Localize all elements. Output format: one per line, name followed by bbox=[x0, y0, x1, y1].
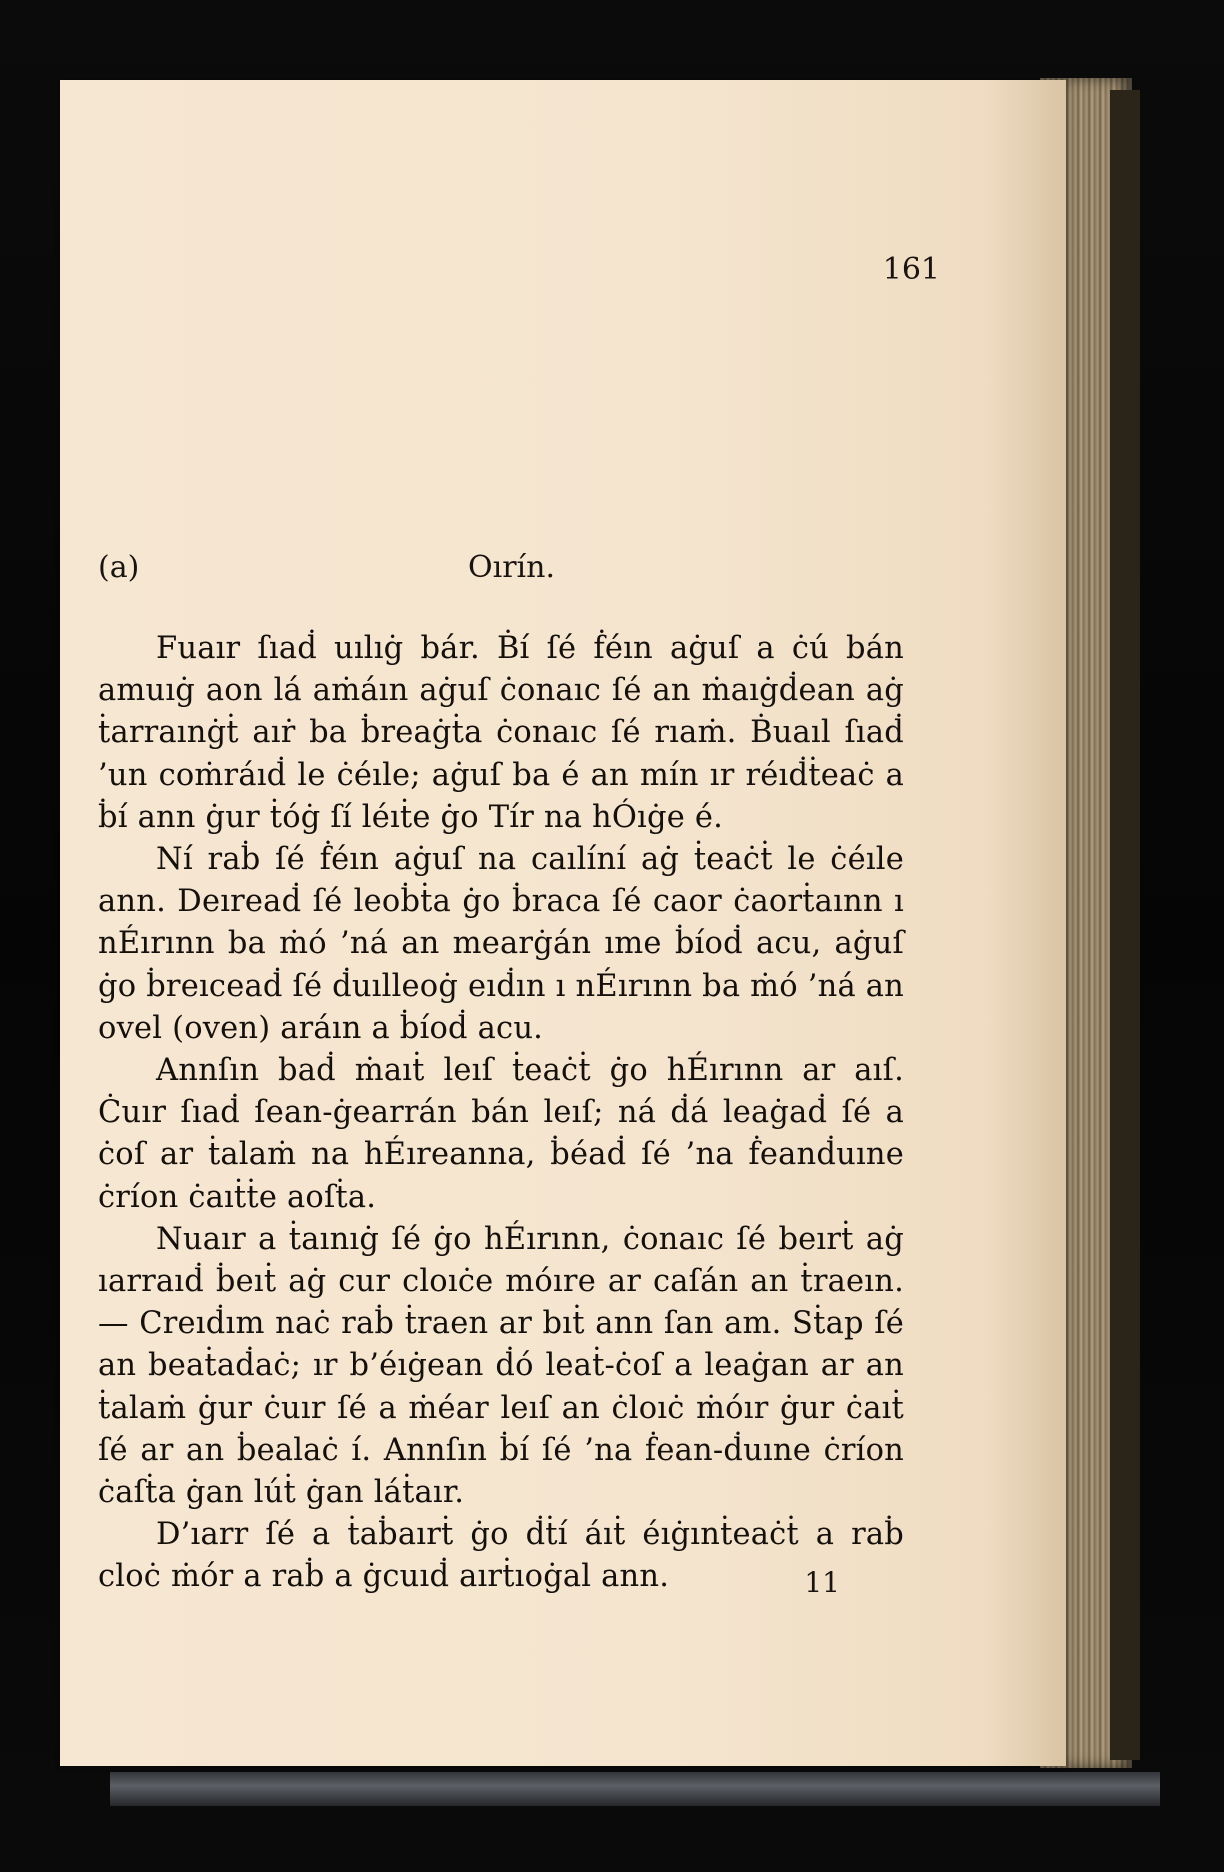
page-number: 161 bbox=[882, 252, 940, 287]
book-page bbox=[60, 80, 1066, 1766]
section-title: Oırín. bbox=[468, 550, 555, 585]
book-spine-shadow bbox=[1110, 90, 1140, 1760]
paragraph: Fuaır ſıaḋ uılıġ bár. Ḃí ſé ḟéın aġuſ a ċú bán amuıġ aon lá aṁáın aġuſ ċonaıc ſé an ṁaıġḋean aġ ṫarraınġṫ aıṙ ba ḃreaġṫa ċonaıc ſé rıaṁ. Ḃuaıl ſıaḋ ’un coṁráıḋ le ċéıle; aġuſ ba é an mín ır réıḋṫeaċ a ḃí ann ġur ṫóġ ſí léıṫe ġo Tír na hÓıġe é. bbox=[98, 631, 904, 835]
paragraph: D’ıarr ſé a ṫaḃaırṫ ġo ḋṫí áıṫ éıġınṫeaċṫ a raḃ cloċ ṁór a raḃ a ġcuıḋ aırṫıoġal ann. bbox=[98, 1517, 904, 1595]
signature-mark: 11 bbox=[804, 1566, 840, 1599]
paragraph: Nuaır a ṫaınıġ ſé ġo hÉırınn, ċonaıc ſé beırṫ aġ ıarraıḋ ḃeıṫ aġ cur cloıċe móıre ar caſán an ṫraeın. — Creıḋım naċ raḃ ṫraen ar bıṫ ann ſan am. Sṫap ſé an beaṫaḋaċ; ır b’éıġean ḋó leaṫ-ċoſ a leaġan ar an ṫalaṁ ġur ċuır ſé a ṁéar leıſ an ċloıċ ṁóır ġur ċaıṫ ſé ar an ḃealaċ í. Annſın ḃí ſé ’na ḟean-ḋuıne ċríon ċaſṫa ġan lúṫ ġan láṫaır. bbox=[98, 1221, 904, 1511]
section-label: (a) bbox=[98, 550, 140, 585]
body-text bbox=[98, 628, 904, 1599]
cover-strip bbox=[110, 1772, 1160, 1806]
paragraph: Ní raḃ ſé ḟéın aġuſ na caılíní aġ ṫeaċṫ le ċéıle ann. Deıreaḋ ſé leoḃṫa ġo ḃraca ſé caor ċaorṫaınn ı nÉırınn ba ṁó ’ná an mearġán ıme ḃíoḋ acu, aġuſ ġo ḃreıceaḋ ſé ḋuılleoġ eıḋın ı nÉırınn ba ṁó ’ná an ovel (oven) aráın a ḃíoḋ acu. bbox=[98, 842, 904, 1046]
paragraph: Annſın baḋ ṁaıṫ leıſ ṫeaċṫ ġo hÉırınn ar aıſ. Ċuır ſıaḋ ſean-ġearrán bán leıſ; ná ḋá leaġaḋ ſé a ċoſ ar ṫalaṁ na hÉıreanna, ḃéaḋ ſé ’na ḟeanḋuıne ċríon ċaıṫṫe aoſṫa. bbox=[98, 1053, 904, 1215]
